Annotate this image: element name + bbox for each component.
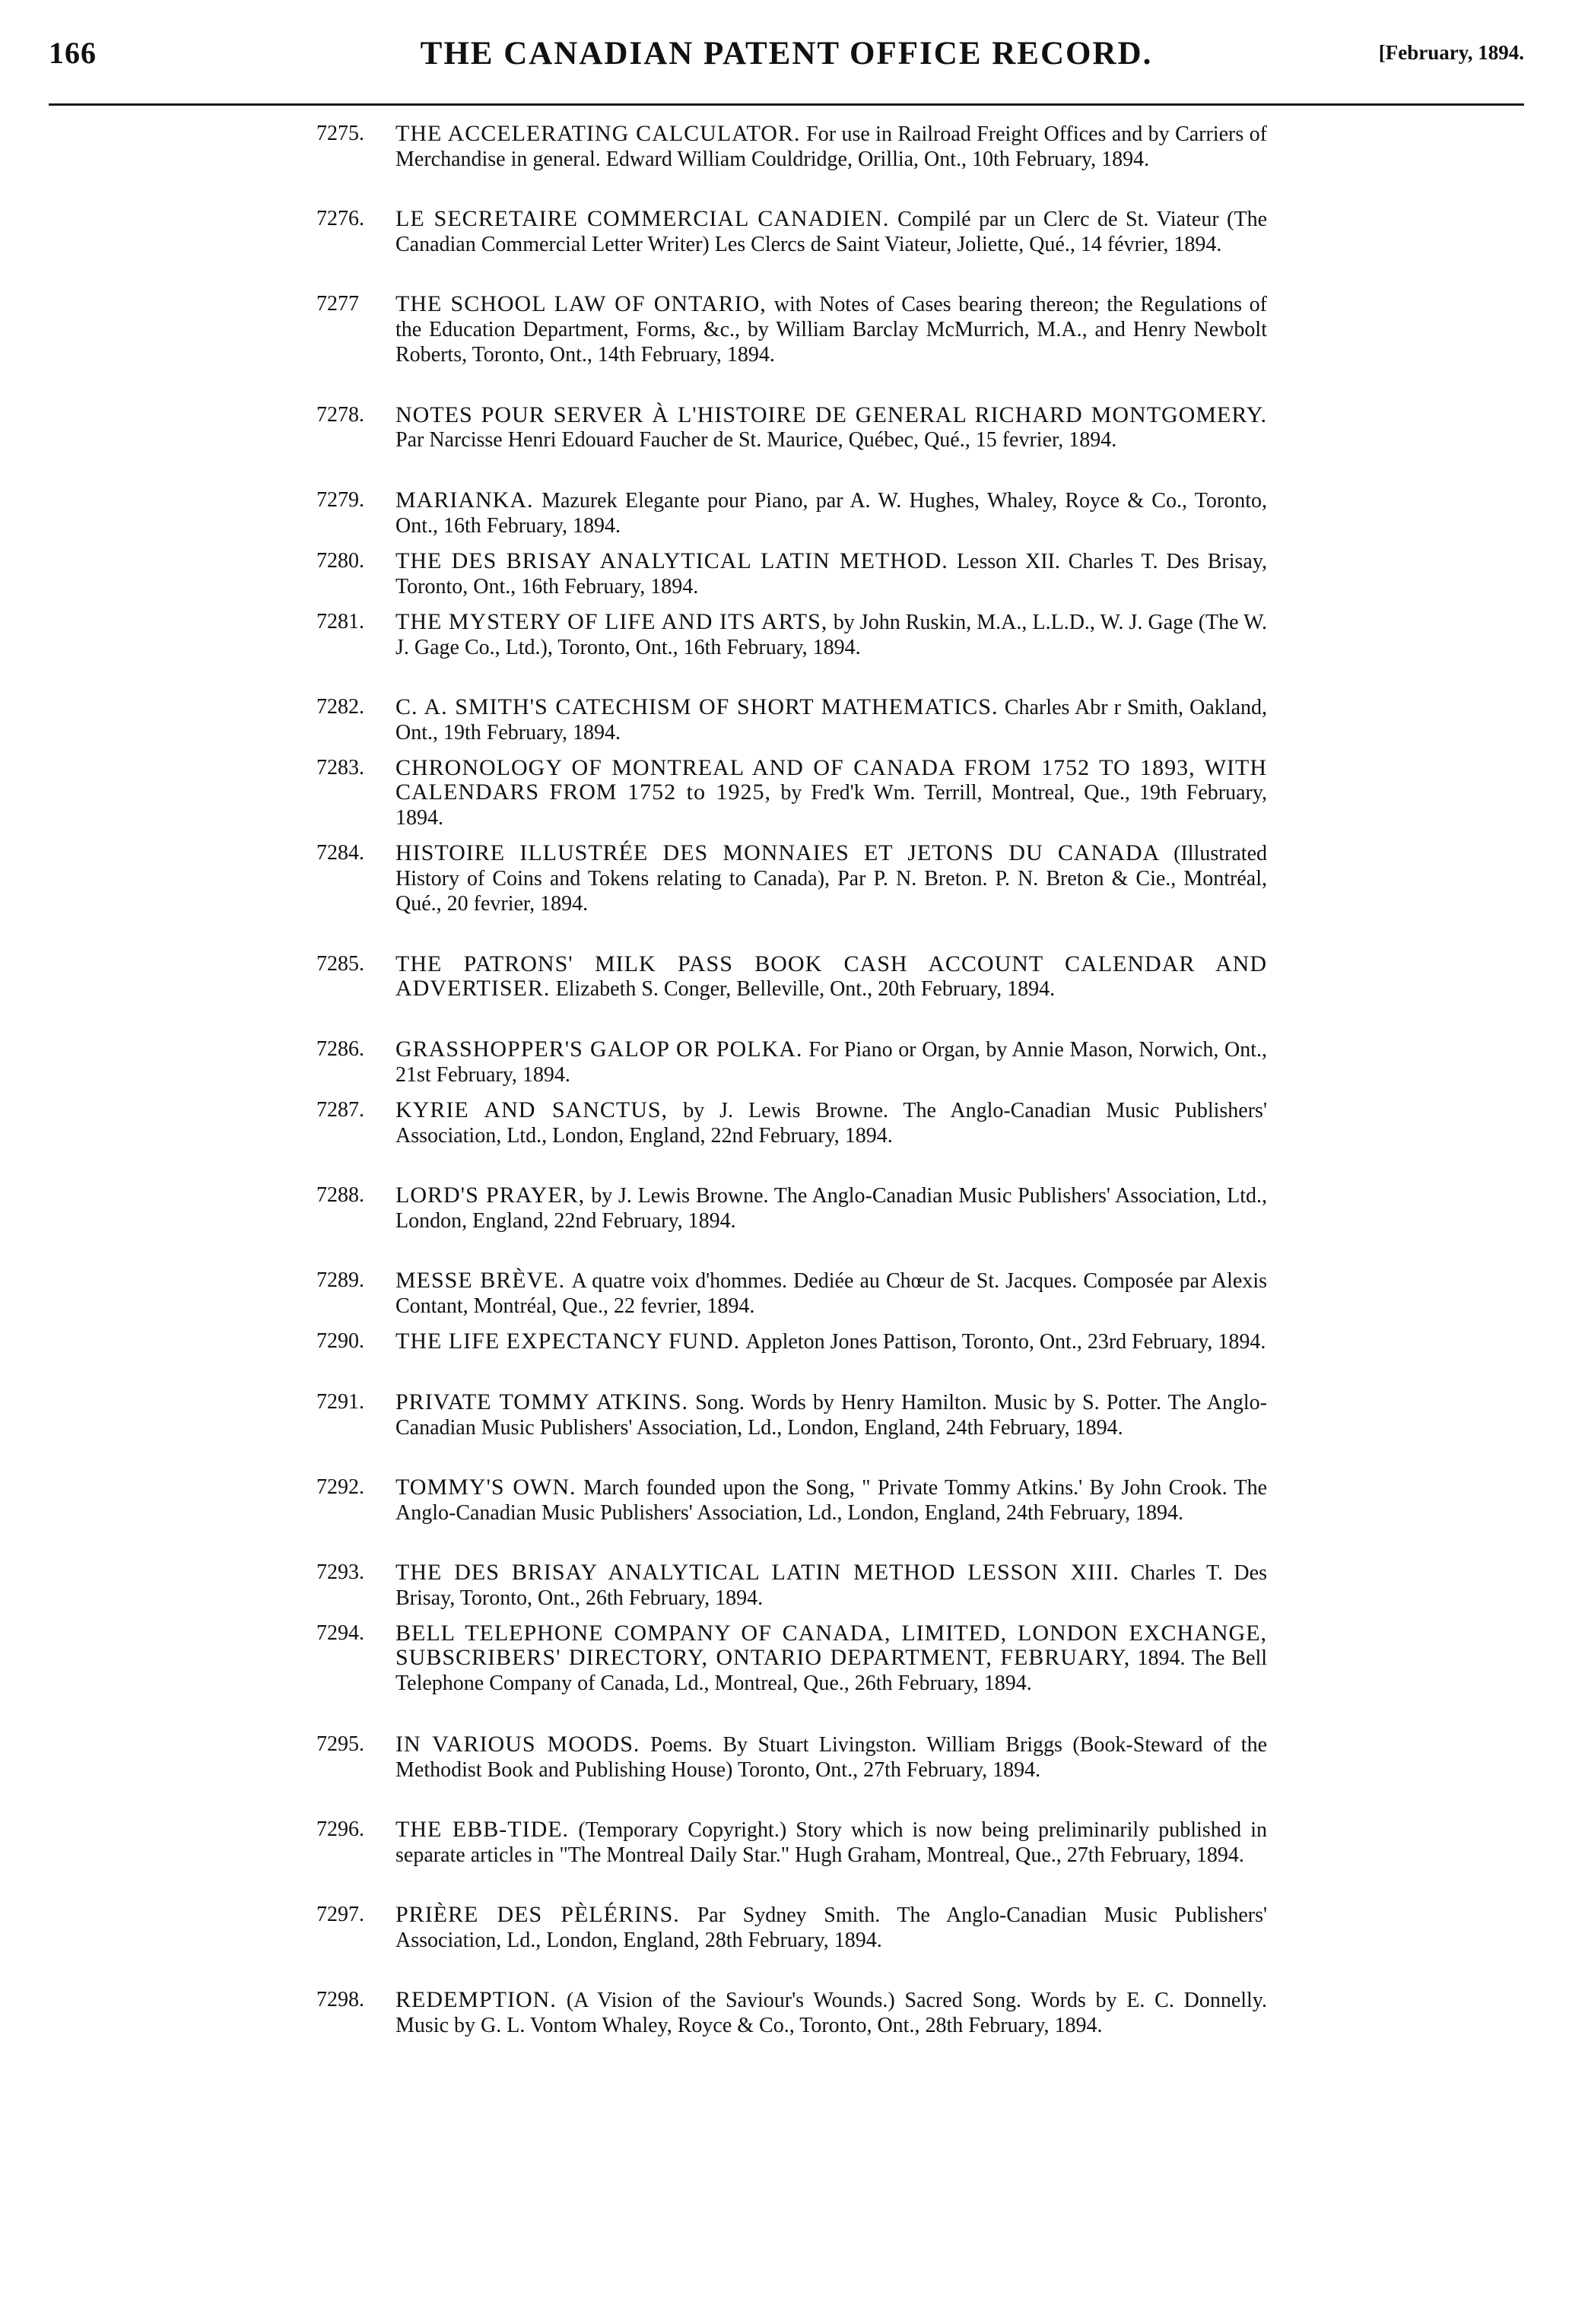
entry-title: BELL TELEPHONE COMPANY OF CANADA, LIMITED, LONDON EXCHANGE, SUBSCRIBERS' DIRECTORY, ONTARIO DEPARTMENT, FEBRUARY,: [395, 1621, 1267, 1670]
entry: [316, 292, 1267, 403]
entry: [316, 1903, 1267, 1988]
entry-number: 7291.: [316, 1390, 364, 1414]
entry-number: 7292.: [316, 1475, 364, 1499]
entry-number: 7293.: [316, 1560, 364, 1584]
entry: [316, 841, 1267, 952]
page-number: 166: [49, 36, 97, 70]
entry-title: MESSE BRÈVE.: [395, 1268, 566, 1293]
entry-text: A quatre voix d'hommes. Dediée au Chœur de St. Jacques. Composée par Alexis Contant, Montréal, Que., 22 fevrier, 1894.: [395, 1269, 1267, 1318]
entry-title: IN VARIOUS MOODS.: [395, 1732, 640, 1757]
entry-text: Charles T. Des Brisay, Toronto, Ont., 26th February, 1894.: [395, 1561, 1267, 1610]
entry-text: by Fred'k Wm. Terrill, Montreal, Que., 19th February, 1894.: [395, 781, 1268, 830]
entry: [316, 756, 1267, 841]
entry-title: THE DES BRISAY ANALYTICAL LATIN METHOD.: [395, 548, 948, 573]
header-rule: [49, 103, 1524, 106]
entry: [316, 695, 1267, 756]
entry-text: with Notes of Cases bearing thereon; the Regulations of the Education Department, Forms, &c., by William Barclay McMurrich, M.A., and Henry Newbolt Roberts, Toronto, Ont., 14th February, 1894.: [395, 293, 1268, 367]
entry-title: LE SECRETAIRE COMMERCIAL CANADIEN.: [395, 206, 890, 231]
entry-number: 7275.: [316, 122, 364, 145]
page-header: [49, 35, 1524, 88]
entry-title: C. A. SMITH'S CATECHISM OF SHORT MATHEMATICS.: [395, 694, 999, 719]
entry-title: THE DES BRISAY ANALYTICAL LATIN METHOD LESSON XIII.: [395, 1560, 1120, 1585]
entry: [316, 1329, 1267, 1390]
entry: [316, 1560, 1267, 1621]
entry-number: 7298.: [316, 1988, 364, 2011]
entry-number: 7295.: [316, 1732, 364, 1756]
entry-title: NOTES POUR SERVER À L'HISTOIRE DE GENERAL RICHARD MONTGOMERY.: [395, 402, 1267, 427]
entry-title: PRIÈRE DES PÈLÉRINS.: [395, 1902, 680, 1927]
entry-text: by John Ruskin, M.A., L.L.D., W. J. Gage (The W. J. Gage Co., Ltd.), Toronto, Ont., 16th February, 1894.: [395, 611, 1268, 659]
entry: [316, 1732, 1267, 1818]
entry-text: Compilé par un Clerc de St. Viateur (The Canadian Commercial Letter Writer) Les Clercs de Saint Viateur, Joliette, Qué., 14 février, 1894.: [395, 208, 1268, 256]
copyright-entries: [316, 122, 1267, 2073]
entry-number: 7279.: [316, 488, 364, 512]
entry-number: 7297.: [316, 1903, 364, 1926]
entry-title: CHRONOLOGY OF MONTREAL AND OF CANADA FROM 1752 TO 1893, WITH CALENDARS FROM 1752 to 1925,: [395, 755, 1267, 805]
entry: [316, 1475, 1267, 1560]
entry-text: Charles Abr r Smith, Oakland, Ont., 19th February, 1894.: [395, 696, 1268, 745]
entry-number: 7294.: [316, 1621, 364, 1645]
issue-date: [February, 1894.: [1378, 41, 1524, 64]
entry: [316, 549, 1267, 610]
entry: [316, 1268, 1267, 1329]
entry-title: LORD'S PRAYER,: [395, 1183, 586, 1208]
entry-number: 7287.: [316, 1098, 364, 1122]
entry-text: For use in Railroad Freight Offices and by Carriers of Merchandise in general. Edward William Couldridge, Orillia, Ont., 10th February, 1894.: [395, 122, 1267, 171]
entry-text: by J. Lewis Browne. The Anglo-Canadian Music Publishers' Association, Ltd., London, England, 22nd February, 1894.: [395, 1099, 1267, 1148]
entry-title: GRASSHOPPER'S GALOP OR POLKA.: [395, 1037, 803, 1062]
entry-text: Mazurek Elegante pour Piano, par A. W. Hughes, Whaley, Royce & Co., Toronto, Ont., 16th February, 1894.: [395, 489, 1268, 538]
entry-title: REDEMPTION.: [395, 1987, 557, 2012]
entry-number: 7284.: [316, 841, 364, 865]
entry: [316, 610, 1267, 695]
entry-title: THE PATRONS' MILK PASS BOOK CASH ACCOUNT CALENDAR AND ADVERTISER.: [395, 951, 1267, 1001]
entry-text: (Temporary Copyright.) Story which is now being preliminarily published in separate articles in "The Montreal Daily Star." Hugh Graham, Montreal, Que., 27th February, 1894.: [395, 1818, 1268, 1867]
entry-text: Poems. By Stuart Livingston. William Briggs (Book-Steward of the Methodist Book and Publishing House) Toronto, Ont., 27th February, 1894.: [395, 1733, 1268, 1782]
entry: [316, 1098, 1267, 1183]
entry-number: 7286.: [316, 1037, 364, 1061]
entry-number: 7278.: [316, 403, 364, 427]
entry-title: THE ACCELERATING CALCULATOR.: [395, 121, 801, 146]
entry-title: HISTOIRE ILLUSTRÉE DES MONNAIES ET JETONS DU CANADA: [395, 840, 1161, 865]
entry: [316, 207, 1267, 292]
entry: [316, 122, 1267, 207]
entry-number: 7281.: [316, 610, 364, 633]
entry-title: PRIVATE TOMMY ATKINS.: [395, 1389, 688, 1414]
entry-text: (A Vision of the Saviour's Wounds.) Sacred Song. Words by E. C. Donnelly. Music by G. L. Vontom Whaley, Royce & Co., Toronto, Ont., 28th February, 1894.: [395, 1989, 1267, 2037]
entry-text: by J. Lewis Browne. The Anglo-Canadian Music Publishers' Association, Ltd., London, England, 22nd February, 1894.: [395, 1184, 1267, 1233]
entry-number: 7290.: [316, 1329, 364, 1353]
entry-title: TOMMY'S OWN.: [395, 1475, 576, 1500]
entry: [316, 1183, 1267, 1268]
entry: [316, 403, 1267, 488]
entry-title: THE SCHOOL LAW OF ONTARIO,: [395, 291, 767, 316]
entry-title: THE MYSTERY OF LIFE AND ITS ARTS,: [395, 609, 828, 634]
entry-number: 7282.: [316, 695, 364, 719]
entry: [316, 1818, 1267, 1903]
entry-number: 7277: [316, 292, 359, 316]
entry: [316, 1390, 1267, 1475]
entry-title: KYRIE AND SANCTUS,: [395, 1097, 669, 1122]
entry-text: Song. Words by Henry Hamilton. Music by S. Potter. The Anglo-Canadian Music Publishers' Association, Ld., London, England, 24th February, 1894.: [395, 1391, 1267, 1440]
entry-text: For Piano or Organ, by Annie Mason, Norwich, Ont., 21st February, 1894.: [395, 1038, 1268, 1087]
entry-number: 7296.: [316, 1818, 364, 1841]
entry-title: MARIANKA.: [395, 487, 534, 513]
entry-title: THE EBB-TIDE.: [395, 1817, 570, 1842]
entry: [316, 952, 1267, 1037]
entry-text: Appleton Jones Pattison, Toronto, Ont., 23rd February, 1894.: [745, 1330, 1266, 1354]
entry-text: (Illustrated History of Coins and Tokens relating to Canada), Par P. N. Breton. P. N. Breton & Cie., Montréal, Qué., 20 fevrier, 1894.: [395, 842, 1267, 916]
publication-title: THE CANADIAN PATENT OFFICE RECORD.: [420, 36, 1153, 71]
entry-text: Par Sydney Smith. The Anglo-Canadian Music Publishers' Association, Ld., London, England, 28th February, 1894.: [395, 1903, 1268, 1952]
entry-text: Elizabeth S. Conger, Belleville, Ont., 20th February, 1894.: [555, 977, 1056, 1001]
entry-number: 7289.: [316, 1268, 364, 1292]
entry: [316, 1621, 1267, 1732]
entry: [316, 1988, 1267, 2073]
entry: [316, 1037, 1267, 1098]
entry-number: 7280.: [316, 549, 364, 573]
entry-text: Par Narcisse Henri Edouard Faucher de St. Maurice, Québec, Qué., 15 fevrier, 1894.: [395, 428, 1117, 452]
entry-text: 1894. The Bell Telephone Company of Canada, Ld., Montreal, Que., 26th February, 1894.: [395, 1646, 1268, 1695]
entry-text: March founded upon the Song, " Private Tommy Atkins.' By John Crook. The Anglo-Canadian Music Publishers' Association, Ld., London, England, 24th February, 1894.: [395, 1476, 1268, 1525]
entry-number: 7276.: [316, 207, 364, 230]
entry-title: THE LIFE EXPECTANCY FUND.: [395, 1329, 741, 1354]
entry: [316, 488, 1267, 549]
entry-number: 7285.: [316, 952, 364, 976]
entry-number: 7283.: [316, 756, 364, 779]
entry-number: 7288.: [316, 1183, 364, 1207]
entry-text: Lesson XII. Charles T. Des Brisay, Toronto, Ont., 16th February, 1894.: [395, 550, 1268, 598]
